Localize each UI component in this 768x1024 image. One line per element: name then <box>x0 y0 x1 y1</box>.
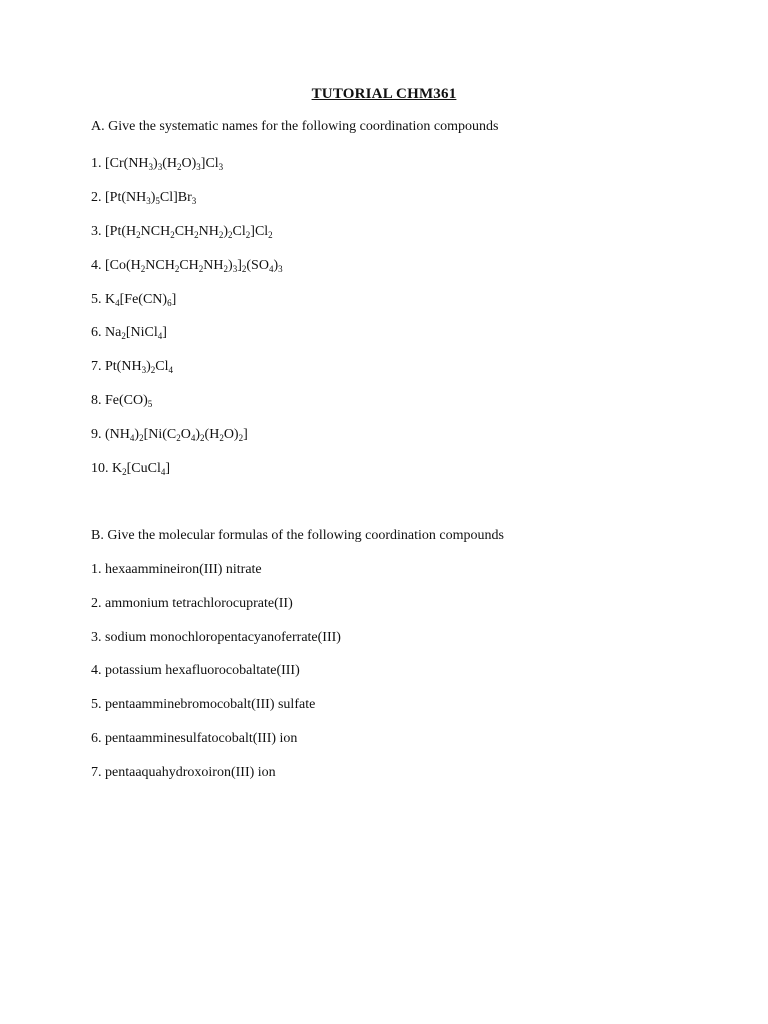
section-a-item-4: 4. $[Co(H_2NCH_2CH_2NH_2)_3]_2(SO_4)_3$ <box>91 258 283 274</box>
formula: $[Co(H_2NCH_2CH_2NH_2)_3]_2(SO_4)_3$ <box>105 258 283 274</box>
page-title: TUTORIAL CHM361 <box>311 86 457 102</box>
section-a-item-8: 8. $Fe(CO)_5$ <box>91 393 153 409</box>
section-a-item-6: 6. $Na_2[NiCl_4]$ <box>91 325 167 341</box>
section-b-item-5: 5. pentaamminebromocobalt(III) sulfate <box>91 697 316 712</box>
formula: $[Pt(H_2NCH_2CH_2NH_2)_2Cl_2]Cl_2$ <box>105 224 273 240</box>
section-b-item-6: 6. pentaamminesulfatocobalt(III) ion <box>91 731 298 746</box>
formula: $Na_2[NiCl_4]$ <box>105 325 167 341</box>
formula: $K_4[Fe(CN)_6]$ <box>105 292 177 308</box>
section-b-heading: B. Give the molecular formulas of the following coordination compounds <box>91 528 504 543</box>
section-b-item-4: 4. potassium hexafluorocobaltate(III) <box>91 663 300 678</box>
section-b-item-1: 1. hexaammineiron(III) nitrate <box>91 562 262 577</box>
section-a-heading: A. Give the systematic names for the following coordination compounds <box>91 119 499 134</box>
section-a-item-3: 3. $[Pt(H_2NCH_2CH_2NH_2)_2Cl_2]Cl_2$ <box>91 224 273 240</box>
section-a-item-2: 2. $[Pt(NH_3)_5Cl]Br_3$ <box>91 190 197 206</box>
section-b-item-7: 7. pentaaquahydroxoiron(III) ion <box>91 765 276 780</box>
formula: $(NH_4)_2[Ni(C_2O_4)_2(H_2O)_2]$ <box>105 427 248 443</box>
section-a-item-10: 10. $K_2[CuCl_4]$ <box>91 461 171 477</box>
formula: $Pt(NH_3)_2Cl_4$ <box>105 359 173 375</box>
section-a-item-5: 5. $K_4[Fe(CN)_6]$ <box>91 292 177 308</box>
section-b-item-3: 3. sodium monochloropentacyanoferrate(III) <box>91 630 341 645</box>
formula: $Fe(CO)_5$ <box>105 393 153 409</box>
section-a-item-7: 7. $Pt(NH_3)_2Cl_4$ <box>91 359 173 375</box>
section-b-item-2: 2. ammonium tetrachlorocuprate(II) <box>91 596 293 611</box>
formula: $[Pt(NH_3)_5Cl]Br_3$ <box>105 190 197 206</box>
section-a-item-1: 1. $[Cr(NH_3)_3(H_2O)_3]Cl_3$ <box>91 156 224 172</box>
formula: $[Cr(NH_3)_3(H_2O)_3]Cl_3$ <box>105 156 224 172</box>
formula: $K_2[CuCl_4]$ <box>112 461 171 477</box>
section-a-item-9: 9. $(NH_4)_2[Ni(C_2O_4)_2(H_2O)_2]$ <box>91 427 248 443</box>
